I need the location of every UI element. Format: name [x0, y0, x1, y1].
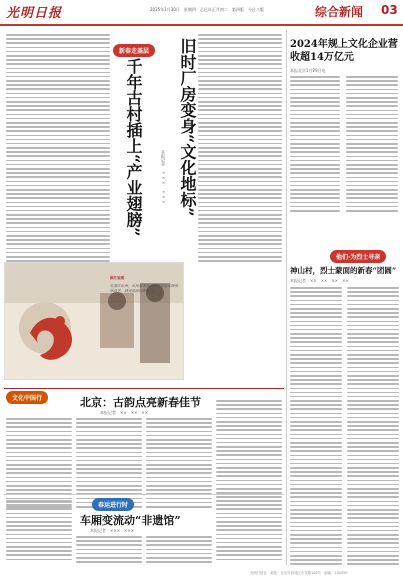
- bottom-left-byline: 本报记者 ×× ×× ××: [100, 410, 149, 415]
- page-footer: [0, 569, 403, 577]
- right-top-headline: 2024年规上文化企业营收超14万亿元: [290, 39, 398, 63]
- footer-text: 光明日报社 地址：北京市西城区永安路106号 邮编：100050: [250, 571, 348, 575]
- feature-reporter: 本报记者 ××× ×××: [161, 150, 166, 204]
- section-rule: [4, 388, 284, 389]
- badge-martyrs: 他们·为烈士寻亲: [330, 250, 386, 263]
- article-text-right-top: [290, 76, 340, 212]
- section-title: 综合新闻: [315, 5, 364, 19]
- bottom-mid-headline: 车厢变流动“非遗馆”: [80, 514, 181, 527]
- bottom-left-headline: 北京：古韵点亮新春佳节: [80, 396, 201, 409]
- right-mid-headline: 神山村，烈士蒙面的新春“团圆”: [290, 266, 397, 275]
- photo-papercut-illustration: [5, 263, 184, 380]
- badge-spring-travel: 春运进行时: [92, 498, 134, 511]
- article-text-bottom-mid-2: [76, 536, 142, 563]
- article-text-bottom-mid: [6, 500, 72, 560]
- feature-headline-main: 千年古村插上“产业翅膀”: [124, 58, 143, 237]
- article-text-left: [6, 34, 110, 299]
- article-text-right-mid: [290, 287, 342, 565]
- article-text-right-top-2: [346, 76, 398, 212]
- photo-caption: 在浙江杭州，市民游客在古村里体验传统剪纸技艺，感受浓浓的年味儿。: [110, 284, 179, 293]
- feature-photo: [4, 262, 184, 380]
- masthead: [0, 0, 403, 26]
- dateline: 2025年1月30日 星期四 乙巳年正月初二 第四版 今日八版: [150, 7, 264, 12]
- newspaper-logo: 光明日报: [6, 6, 63, 21]
- divider: [4, 494, 284, 495]
- article-text-bottom-mid-3: [146, 536, 212, 563]
- right-top-subline: 本报北京1月29日电: [290, 68, 326, 73]
- feature-headline-secondary: 旧时厂房变身“文化地标”: [178, 38, 197, 217]
- right-mid-byline: 本报记者 ×× ×× ×× ××: [290, 278, 349, 283]
- page-number: 03: [381, 3, 398, 17]
- badge-culture-china: 文化中国行: [6, 391, 48, 404]
- article-text-middle: [198, 34, 282, 262]
- photo-caption-label: 图片说明: [110, 276, 125, 280]
- divider: [286, 30, 287, 565]
- article-text-bottom-mid-4: [216, 500, 282, 560]
- bottom-mid-byline: 本报记者 ××× ×××: [90, 528, 135, 533]
- article-text-right-mid-2: [347, 287, 399, 565]
- badge-new-spring: 新春走基层: [113, 44, 155, 57]
